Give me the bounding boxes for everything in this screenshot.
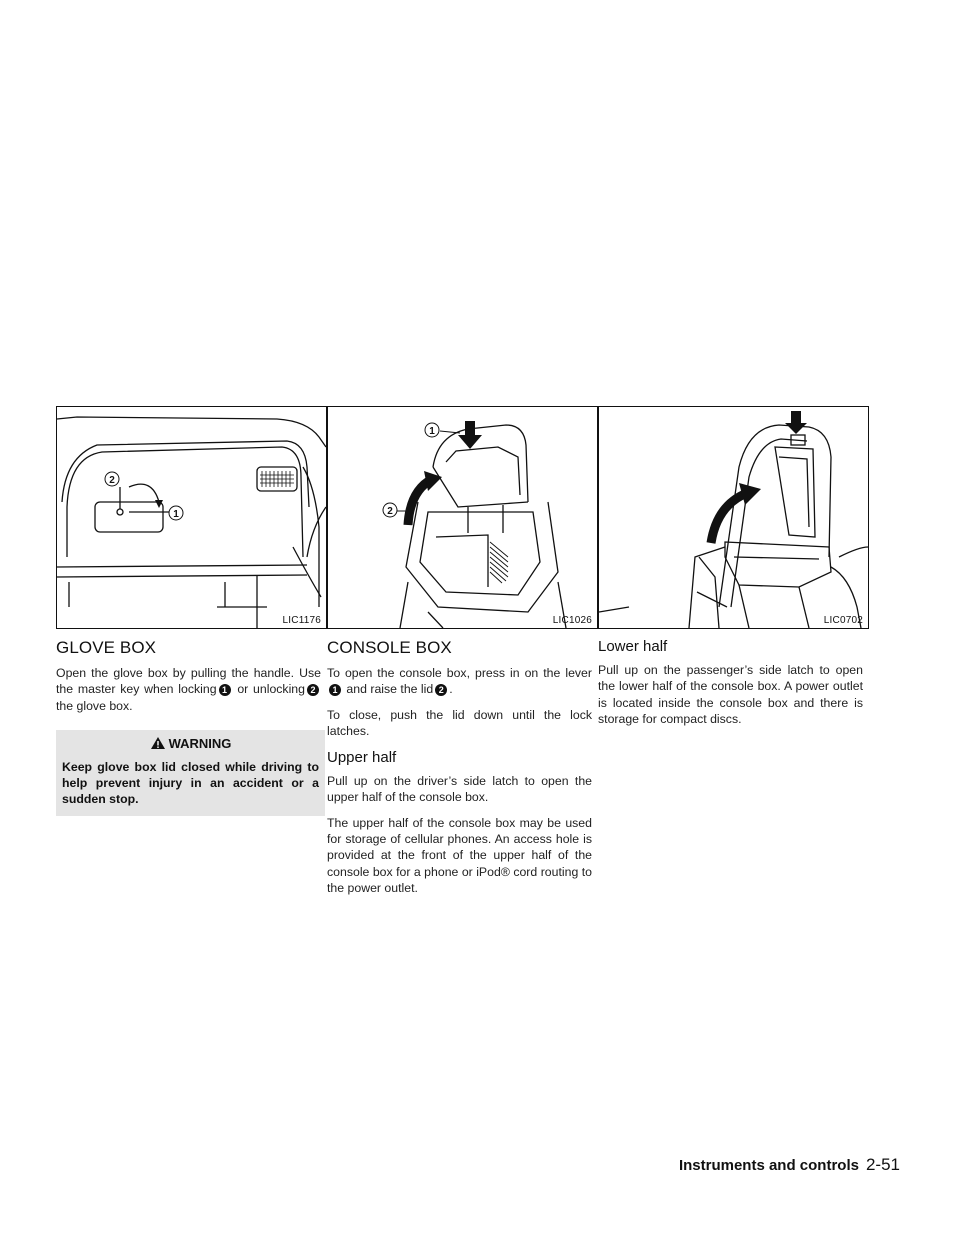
lower-half-paragraph: Pull up on the passenger’s side latch to open the lower half of the console box. A power outlet is located inside the console box and there is storage for compact discs. <box>598 663 863 726</box>
warning-triangle-icon <box>150 736 166 753</box>
figure-callout-1 <box>169 506 183 520</box>
warning-box <box>56 730 325 816</box>
upper-half-paragraph-1: Pull up on the driver’s side latch to open the upper half of the console box. <box>327 774 592 805</box>
callout-1-icon: 1 <box>219 684 231 696</box>
page-footer <box>679 1155 900 1175</box>
section-title-console-box: CONSOLE BOX <box>327 638 452 657</box>
console-box-paragraph-2: To close, push the lid down until the lock latches. <box>327 707 592 738</box>
callout-1-icon: 1 <box>329 684 341 696</box>
lower-half-drawing <box>599 407 868 628</box>
warning-text: Keep glove box lid closed while driving to help prevent injury in an accident or a sudden stop. <box>62 759 319 807</box>
lower-half-column <box>598 406 869 736</box>
glove-box-illustration <box>56 406 327 629</box>
figure-code: LIC1026 <box>552 615 592 626</box>
upper-half-paragraph-2: The upper half of the console box may be used for storage of cellular phones. An access hole is provided at the front of the upper half of the console box for a phone or iPod® cord routing to the power outlet. <box>327 815 592 895</box>
console-box-paragraph-1: To open the console box, press in on the lever1 and raise the lid 2 . <box>327 666 592 697</box>
svg-text:2: 2 <box>109 475 115 486</box>
svg-text:1: 1 <box>429 426 435 437</box>
svg-text:2: 2 <box>387 506 393 517</box>
figure-code: LIC1176 <box>282 615 321 626</box>
callout-2-icon: 2 <box>435 684 447 696</box>
console-box-illustration <box>327 406 598 629</box>
svg-text:1: 1 <box>173 509 179 520</box>
subsection-title-upper-half: Upper half <box>327 749 397 767</box>
figure-callout-2 <box>105 472 119 486</box>
figure-callout-1 <box>425 423 439 437</box>
lower-half-illustration <box>598 406 869 629</box>
glove-box-drawing <box>57 407 326 628</box>
figure-code: LIC0702 <box>823 615 863 626</box>
glove-box-paragraph: Open the glove box by pulling the handle. Use the master key when locking 1 or unlocking 2 the glove box. <box>56 666 321 713</box>
footer-section-title: Instruments and controls <box>678 1157 859 1174</box>
console-box-drawing <box>328 407 597 628</box>
warning-title: WARNING <box>56 736 325 753</box>
page-number: 2-51 <box>865 1155 900 1174</box>
figure-callout-2 <box>383 503 397 517</box>
console-box-column <box>327 406 598 905</box>
glove-box-column <box>56 406 327 816</box>
callout-2-icon: 2 <box>307 684 319 696</box>
section-title-glove-box: GLOVE BOX <box>56 638 157 657</box>
subsection-title-lower-half: Lower half <box>598 638 668 655</box>
